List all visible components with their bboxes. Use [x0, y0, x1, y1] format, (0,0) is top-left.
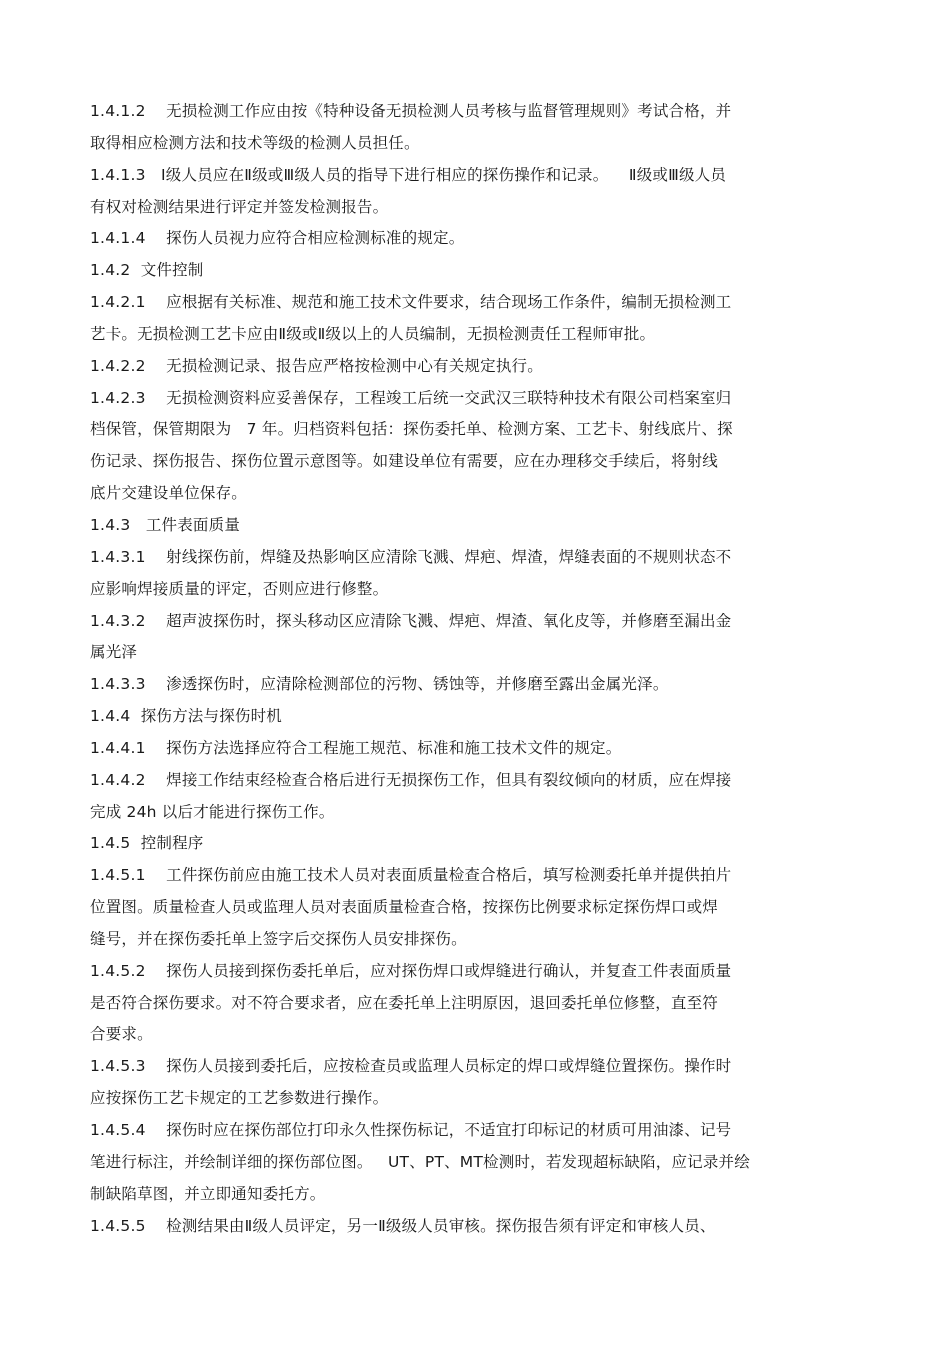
text-line: 合要求。 [90, 1025, 153, 1044]
text-line: 1.4.2.2 无损检测记录、报告应严格按检测中心有关规定执行。 [90, 356, 543, 375]
text-line: 1.4.3.3 渗透探伤时，应清除检测部位的污物、锈蚀等，并修磨至露出金属光泽。 [90, 675, 669, 694]
text-line: 笔进行标注，并绘制详细的探伤部位图。 UT、PT、MT检测时，若发现超标缺陷，应记录并绘 [90, 1152, 750, 1171]
text-line: 1.4.1.3 Ⅰ级人员应在Ⅱ级或Ⅲ级人员的指导下进行相应的探伤操作和记录。 Ⅱ级或Ⅲ级人员 [90, 165, 727, 184]
text-line: 档保管，保管期限为 7 年。归档资料包括：探伤委托单、检测方案、工艺卡、射线底片、探 [90, 420, 733, 439]
text-line: 位置图。质量检查人员或监理人员对表面质量检查合格，按探伤比例要求标定探伤焊口或焊 [90, 898, 719, 917]
section-heading: 1.4.3 工件表面质量 [90, 515, 241, 534]
text-line: 1.4.5.2 探伤人员接到探伤委托单后，应对探伤焊口或焊缝进行确认，并复查工件表面质量 [90, 961, 732, 980]
text-line: 1.4.5.5 检测结果由Ⅱ级人员评定，另一Ⅱ级级人员审核。探伤报告须有评定和审核人员、 [90, 1216, 716, 1235]
text-line: 1.4.5.4 探伤时应在探伤部位打印永久性探伤标记，不适宜打印标记的材质可用油漆、记号 [90, 1121, 732, 1139]
text-line: 应按探伤工艺卡规定的工艺参数进行操作。 [90, 1089, 389, 1108]
text-line: 应影响焊接质量的评定，否则应进行修整。 [90, 579, 389, 598]
text-line: 1.4.3.2 超声波探伤时，探头移动区应清除飞溅、焊疤、焊渣、氧化皮等，并修磨至漏出金 [90, 611, 732, 630]
text-line: 1.4.1.2 无损检测工作应由按《特种设备无损检测人员考核与监督管理规则》考试合格，并 [90, 102, 732, 120]
text-line: 1.4.2.3 无损检测资料应妥善保存，工程竣工后统一交武汉三联特种技术有限公司档案室归 [90, 388, 732, 407]
section-heading: 1.4.4 探伤方法与探伤时机 [90, 707, 282, 726]
text-line: 1.4.2.1 应根据有关标准、规范和施工技术文件要求，结合现场工作条件，编制无损检测工 [90, 293, 732, 312]
section-heading: 1.4.2 文件控制 [90, 261, 204, 280]
text-line: 取得相应检测方法和技术等级的检测人员担任。 [90, 133, 420, 152]
text-line: 艺卡。无损检测工艺卡应由Ⅱ级或Ⅱ级以上的人员编制，无损检测责任工程师审批。 [90, 324, 656, 343]
text-line: 1.4.5.3 探伤人员接到委托后，应按检查员或监理人员标定的焊口或焊缝位置探伤。操作时 [90, 1057, 732, 1076]
text-line: 缝号，并在探伤委托单上签字后交探伤人员安排探伤。 [90, 929, 467, 948]
text-line: 有权对检测结果进行评定并签发检测报告。 [90, 197, 389, 216]
document-body [90, 96, 860, 1242]
section-heading: 1.4.5 控制程序 [90, 834, 204, 853]
text-line: 1.4.4.2 焊接工作结束经检查合格后进行无损探伤工作，但具有裂纹倾向的材质，应在焊接 [90, 770, 732, 789]
text-line: 属光泽 [90, 643, 138, 662]
text-line: 是否符合探伤要求。对不符合要求者，应在委托单上注明原因，退回委托单位修整，直至符 [90, 993, 719, 1012]
text-line: 1.4.3.1 射线探伤前，焊缝及热影响区应清除飞溅、焊疤、焊渣，焊缝表面的不规则状态不 [90, 547, 732, 566]
text-line: 1.4.4.1 探伤方法选择应符合工程施工规范、标准和施工技术文件的规定。 [90, 738, 622, 757]
text-line: 1.4.1.4 探伤人员视力应符合相应检测标准的规定。 [90, 229, 465, 248]
text-line: 制缺陷草图，并立即通知委托方。 [90, 1184, 326, 1203]
text-line: 1.4.5.1 工件探伤前应由施工技术人员对表面质量检查合格后，填写检测委托单并提供拍片 [90, 866, 732, 885]
text-line: 完成 24h 以后才能进行探伤工作。 [90, 802, 335, 821]
text-line: 底片交建设单位保存。 [90, 484, 248, 503]
text-line: 伤记录、探伤报告、探伤位置示意图等。如建设单位有需要，应在办理移交手续后，将射线 [90, 452, 719, 471]
